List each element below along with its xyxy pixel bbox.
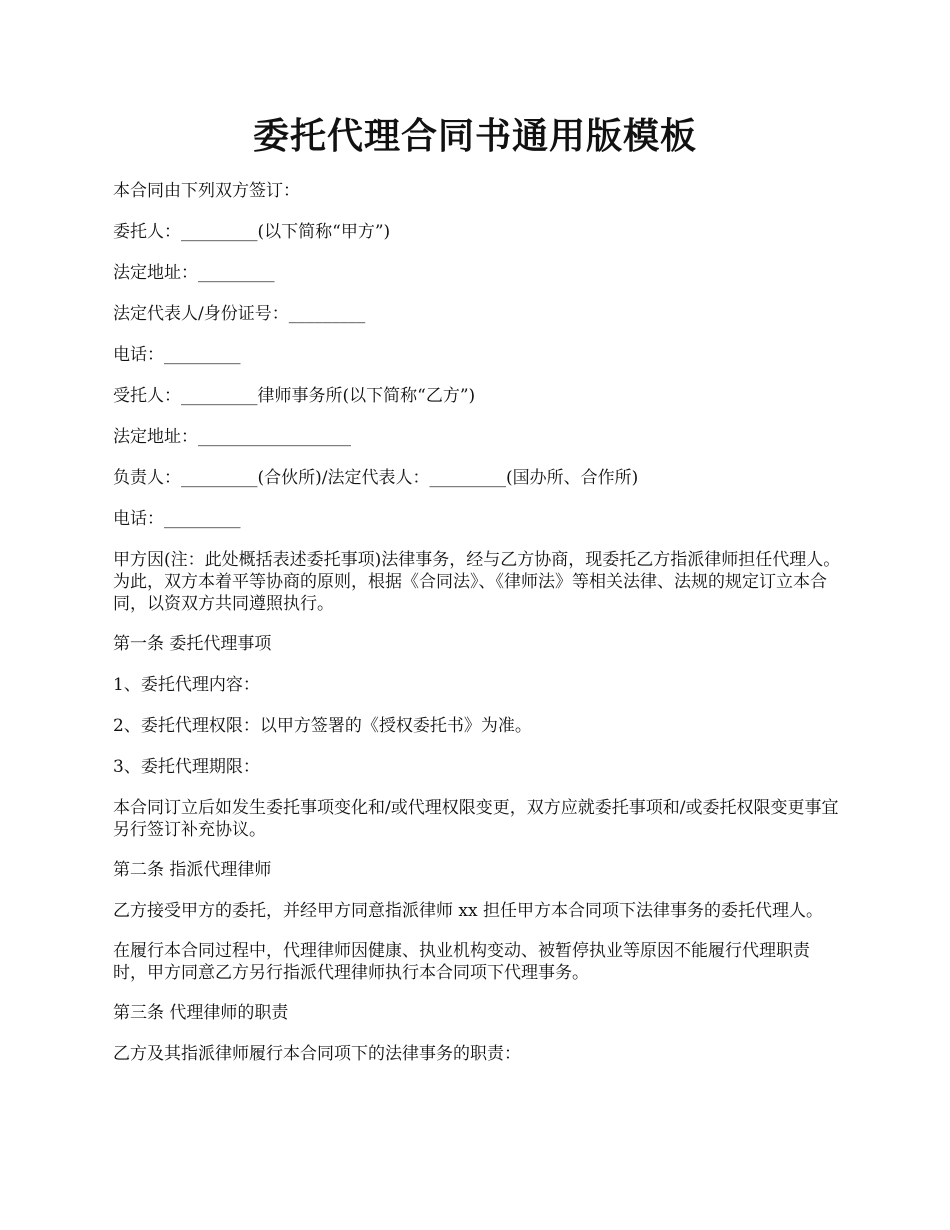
paragraph-duties: 乙方及其指派律师履行本合同项下的法律事务的职责： [113, 1044, 521, 1064]
paragraph-change-clause: 本合同订立后如发生委托事项变化和/或代理权限变更，双方应就委托事项和/或委托权限变更事宜另行签订补充协议。 [113, 798, 839, 840]
article-3-heading: 第三条 代理律师的职责 [113, 1003, 289, 1023]
paragraph-item-3: 3、委托代理期限： [113, 757, 260, 777]
paragraph-principal-address: 法定地址：_________ [113, 263, 275, 283]
paragraph-preamble: 甲方因(注：此处概括表述委托事项)法律事务，经与乙方协商，现委托乙方指派律师担任代理人。为此，双方本着平等协商的原则，根据《合同法》、《律师法》等相关法律、法规的规定订立本合同，以资双方共同遵照执行。 [113, 550, 841, 614]
paragraph-intro: 本合同由下列双方签订： [113, 181, 300, 201]
paragraph-replace-lawyer: 在履行本合同过程中，代理律师因健康、执业机构变动、被暂停执业等原因不能履行代理职责时，甲方同意乙方另行指派代理律师执行本合同项下代理事务。 [113, 941, 810, 983]
document-body [113, 180, 841, 1084]
paragraph-principal: 委托人：_________(以下简称“甲方”) [113, 222, 391, 242]
paragraph-item-1: 1、委托代理内容： [113, 675, 260, 695]
paragraph-legal-rep-id: 法定代表人/身份证号：_________ [113, 304, 366, 324]
document-title: 委托代理合同书通用版模板 [252, 115, 697, 157]
article-2-heading: 第二条 指派代理律师 [113, 860, 272, 880]
paragraph-agent-phone: 电话：_________ [113, 509, 241, 529]
paragraph-agent-address: 法定地址：__________________ [113, 427, 351, 447]
paragraph-assign-lawyer: 乙方接受甲方的委托，并经甲方同意指派律师 xx 担任甲方本合同项下法律事务的委托代理人。 [113, 901, 823, 921]
paragraph-agent: 受托人：_________律师事务所(以下简称“乙方”) [113, 386, 476, 406]
paragraph-item-2: 2、委托代理权限：以甲方签署的《授权委托书》为准。 [113, 716, 532, 736]
article-1-heading: 第一条 委托代理事项 [113, 634, 272, 654]
paragraph-principal-phone: 电话：_________ [113, 345, 241, 365]
paragraph-agent-responsible: 负责人：_________(合伙所)/法定代表人：_________(国办所、合作所) [113, 468, 639, 488]
